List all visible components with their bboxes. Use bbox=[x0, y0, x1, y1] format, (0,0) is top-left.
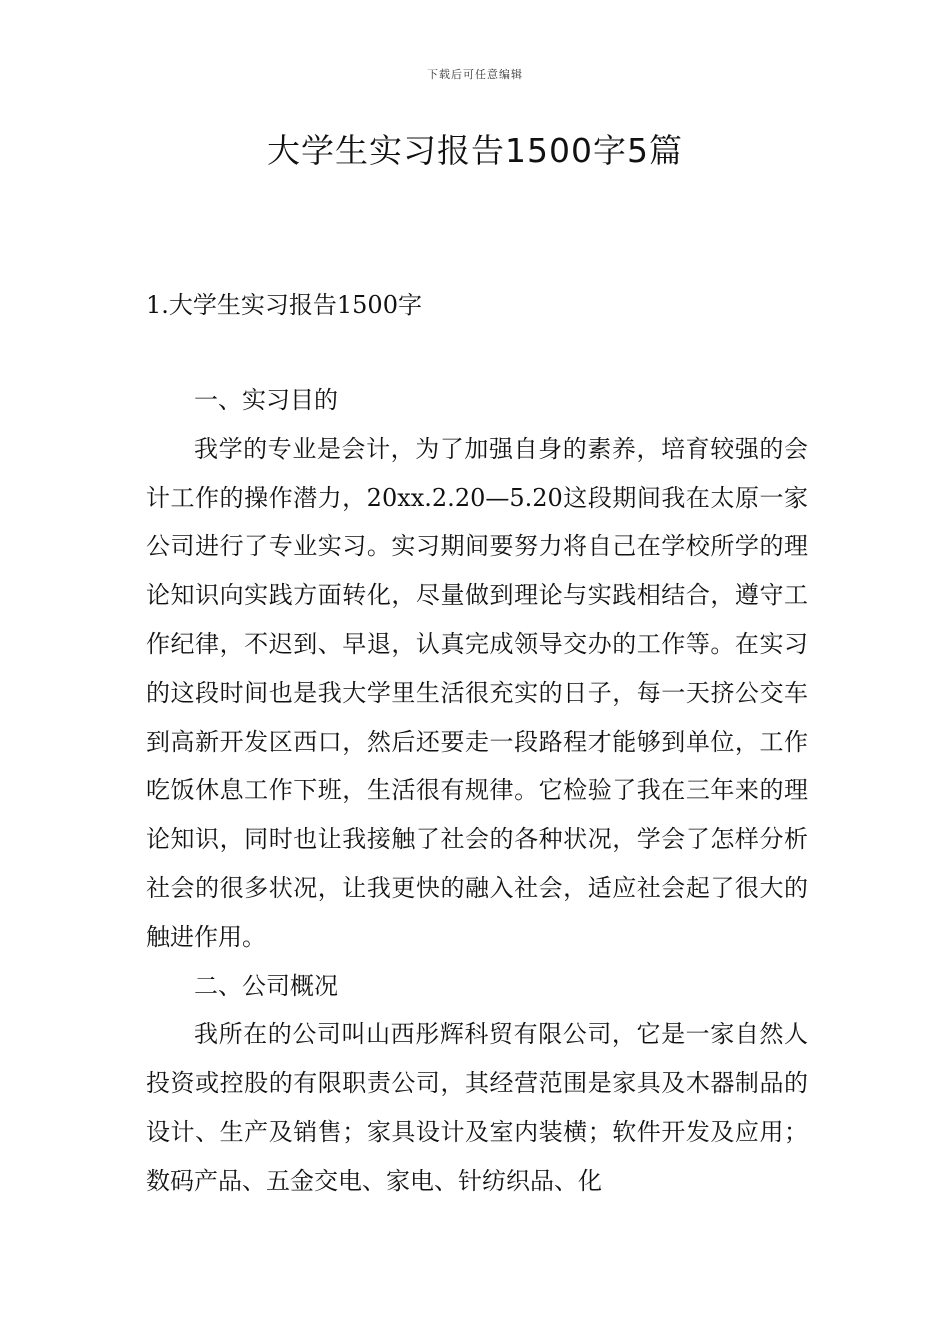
paragraph-purpose: 我学的专业是会计，为了加强自身的素养，培育较强的会计工作的操作潜力，20xx.2.20—5.20这段期间我在太原一家公司进行了专业实习。实习期间要努力将自己在学校所学的理论知识向实践方面转化，尽量做到理论与实践相结合，遵守工作纪律，不迟到、早退，认真完成领导交办的工作等。在实习的这段时间也是我大学里生活很充实的日子，每一天挤公交车到高新开发区西口，然后还要走一段路程才能够到单位，工作吃饭休息工作下班，生活很有规律。它检验了我在三年来的理论知识，同时也让我接触了社会的各种状况，学会了怎样分析社会的很多状况，让我更快的融入社会，适应社会起了很大的触进作用。 bbox=[146, 434, 808, 951]
header-note: 下载后可任意编辑 bbox=[427, 68, 523, 81]
section-heading: 1.大学生实习报告1500字 bbox=[146, 291, 422, 319]
content-block bbox=[146, 376, 808, 1206]
subheading-purpose: 一、实习目的 bbox=[194, 386, 338, 414]
document-title: 大学生实习报告1500字5篇 bbox=[267, 131, 683, 170]
subheading-company: 二、公司概况 bbox=[194, 971, 338, 1000]
paragraph-company: 我所在的公司叫山西彤辉科贸有限公司，它是一家自然人投资或控股的有限职责公司，其经营范围是家具及木器制品的设计、生产及销售；家具设计及室内装横；软件开发及应用；数码产品、五金交电、家电、针纺织品、化 bbox=[146, 1020, 808, 1195]
